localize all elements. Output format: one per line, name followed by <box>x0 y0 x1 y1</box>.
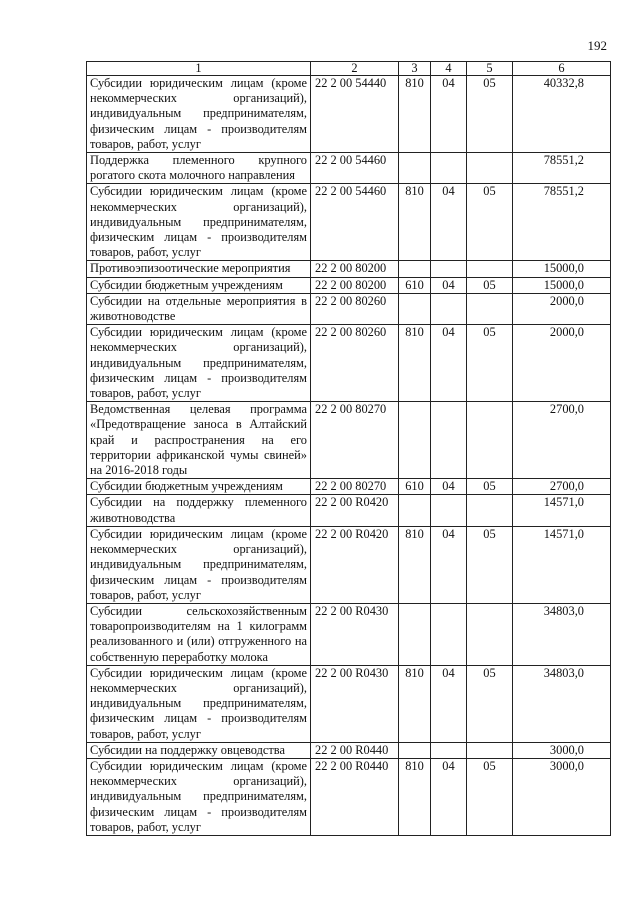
subsection-cell: 05 <box>467 479 513 495</box>
subsection-cell <box>467 495 513 526</box>
table-row <box>87 742 611 758</box>
item-name-cell: Субсидии юридическим лицам (кроме некоммерческих организаций), индивидуальным предпринимателям, физическим лицам - производителям товаров, работ, услуг <box>87 325 311 402</box>
target-article-cell: 22 2 00 R0440 <box>311 742 399 758</box>
section-cell: 04 <box>431 479 467 495</box>
section-cell <box>431 603 467 665</box>
expense-type-cell: 610 <box>399 277 431 293</box>
section-cell: 04 <box>431 526 467 603</box>
item-name-cell: Субсидии бюджетным учреждениям <box>87 277 311 293</box>
table-row <box>87 603 611 665</box>
section-cell <box>431 293 467 324</box>
target-article-cell: 22 2 00 80200 <box>311 277 399 293</box>
subsection-cell: 05 <box>467 184 513 261</box>
subsection-cell <box>467 742 513 758</box>
header-cell: 1 <box>87 62 311 76</box>
budget-table <box>86 61 611 836</box>
section-cell: 04 <box>431 184 467 261</box>
header-cell: 6 <box>513 62 611 76</box>
section-cell: 04 <box>431 76 467 153</box>
table-row <box>87 325 611 402</box>
section-cell <box>431 742 467 758</box>
amount-cell: 34803,0 <box>513 603 611 665</box>
expense-type-cell <box>399 742 431 758</box>
target-article-cell: 22 2 00 80260 <box>311 325 399 402</box>
page-number: 192 <box>587 38 607 53</box>
table-row <box>87 293 611 324</box>
section-cell <box>431 261 467 277</box>
subsection-cell: 05 <box>467 76 513 153</box>
table-row <box>87 76 611 153</box>
subsection-cell: 05 <box>467 758 513 835</box>
expense-type-cell <box>399 495 431 526</box>
section-cell: 04 <box>431 758 467 835</box>
item-name-cell: Субсидии на поддержку овцеводства <box>87 742 311 758</box>
expense-type-cell <box>399 261 431 277</box>
target-article-cell: 22 2 00 80270 <box>311 402 399 479</box>
amount-cell: 2000,0 <box>513 293 611 324</box>
target-article-cell: 22 2 00 R0420 <box>311 526 399 603</box>
target-article-cell: 22 2 00 80260 <box>311 293 399 324</box>
section-cell <box>431 402 467 479</box>
item-name-cell: Субсидии юридическим лицам (кроме некоммерческих организаций), индивидуальным предпринимателям, физическим лицам - производителям товаров, работ, услуг <box>87 665 311 742</box>
section-cell: 04 <box>431 277 467 293</box>
expense-type-cell <box>399 153 431 184</box>
table-row <box>87 495 611 526</box>
expense-type-cell: 810 <box>399 526 431 603</box>
amount-cell: 78551,2 <box>513 184 611 261</box>
target-article-cell: 22 2 00 54440 <box>311 76 399 153</box>
table-row <box>87 184 611 261</box>
item-name-cell: Субсидии юридическим лицам (кроме некоммерческих организаций), индивидуальным предпринимателям, физическим лицам - производителям товаров, работ, услуг <box>87 758 311 835</box>
subsection-cell: 05 <box>467 665 513 742</box>
item-name-cell: Ведомственная целевая программа «Предотвращение заноса в Алтайский край и распространения на его территории африканской чумы свиней» на 2016-2018 годы <box>87 402 311 479</box>
item-name-cell: Субсидии сельскохозяйственным товаропроизводителям на 1 килограмм реализованного и (или) отгруженного на собственную переработку молока <box>87 603 311 665</box>
section-cell: 04 <box>431 665 467 742</box>
amount-cell: 3000,0 <box>513 758 611 835</box>
header-cell: 2 <box>311 62 399 76</box>
subsection-cell: 05 <box>467 277 513 293</box>
table-header-row <box>87 62 611 76</box>
target-article-cell: 22 2 00 R0430 <box>311 665 399 742</box>
expense-type-cell: 810 <box>399 665 431 742</box>
item-name-cell: Субсидии юридическим лицам (кроме некоммерческих организаций), индивидуальным предпринимателям, физическим лицам - производителям товаров, работ, услуг <box>87 526 311 603</box>
header-cell: 5 <box>467 62 513 76</box>
subsection-cell <box>467 293 513 324</box>
subsection-cell <box>467 153 513 184</box>
item-name-cell: Субсидии бюджетным учреждениям <box>87 479 311 495</box>
target-article-cell: 22 2 00 80270 <box>311 479 399 495</box>
amount-cell: 14571,0 <box>513 526 611 603</box>
expense-type-cell: 810 <box>399 76 431 153</box>
header-cell: 3 <box>399 62 431 76</box>
target-article-cell: 22 2 00 R0420 <box>311 495 399 526</box>
amount-cell: 14571,0 <box>513 495 611 526</box>
subsection-cell: 05 <box>467 526 513 603</box>
table-row <box>87 153 611 184</box>
table-row <box>87 479 611 495</box>
item-name-cell: Противоэпизоотические мероприятия <box>87 261 311 277</box>
expense-type-cell: 610 <box>399 479 431 495</box>
subsection-cell <box>467 402 513 479</box>
amount-cell: 2700,0 <box>513 479 611 495</box>
subsection-cell <box>467 603 513 665</box>
section-cell <box>431 153 467 184</box>
subsection-cell: 05 <box>467 325 513 402</box>
table-row <box>87 665 611 742</box>
expense-type-cell: 810 <box>399 325 431 402</box>
amount-cell: 78551,2 <box>513 153 611 184</box>
table-row <box>87 526 611 603</box>
subsection-cell <box>467 261 513 277</box>
expense-type-cell <box>399 402 431 479</box>
amount-cell: 40332,8 <box>513 76 611 153</box>
target-article-cell: 22 2 00 R0440 <box>311 758 399 835</box>
table-body <box>87 76 611 836</box>
target-article-cell: 22 2 00 R0430 <box>311 603 399 665</box>
item-name-cell: Субсидии юридическим лицам (кроме некоммерческих организаций), индивидуальным предпринимателям, физическим лицам - производителям товаров, работ, услуг <box>87 76 311 153</box>
amount-cell: 15000,0 <box>513 277 611 293</box>
expense-type-cell <box>399 603 431 665</box>
table-row <box>87 277 611 293</box>
amount-cell: 2700,0 <box>513 402 611 479</box>
target-article-cell: 22 2 00 54460 <box>311 153 399 184</box>
table-row <box>87 402 611 479</box>
item-name-cell: Субсидии на отдельные мероприятия в животноводстве <box>87 293 311 324</box>
expense-type-cell <box>399 293 431 324</box>
item-name-cell: Субсидии юридическим лицам (кроме некоммерческих организаций), индивидуальным предпринимателям, физическим лицам - производителям товаров, работ, услуг <box>87 184 311 261</box>
expense-type-cell: 810 <box>399 758 431 835</box>
target-article-cell: 22 2 00 54460 <box>311 184 399 261</box>
amount-cell: 2000,0 <box>513 325 611 402</box>
section-cell <box>431 495 467 526</box>
amount-cell: 3000,0 <box>513 742 611 758</box>
item-name-cell: Поддержка племенного крупного рогатого скота молочного направления <box>87 153 311 184</box>
item-name-cell: Субсидии на поддержку племенного животноводства <box>87 495 311 526</box>
section-cell: 04 <box>431 325 467 402</box>
table-row <box>87 758 611 835</box>
expense-type-cell: 810 <box>399 184 431 261</box>
amount-cell: 34803,0 <box>513 665 611 742</box>
target-article-cell: 22 2 00 80200 <box>311 261 399 277</box>
amount-cell: 15000,0 <box>513 261 611 277</box>
table-row <box>87 261 611 277</box>
header-cell: 4 <box>431 62 467 76</box>
